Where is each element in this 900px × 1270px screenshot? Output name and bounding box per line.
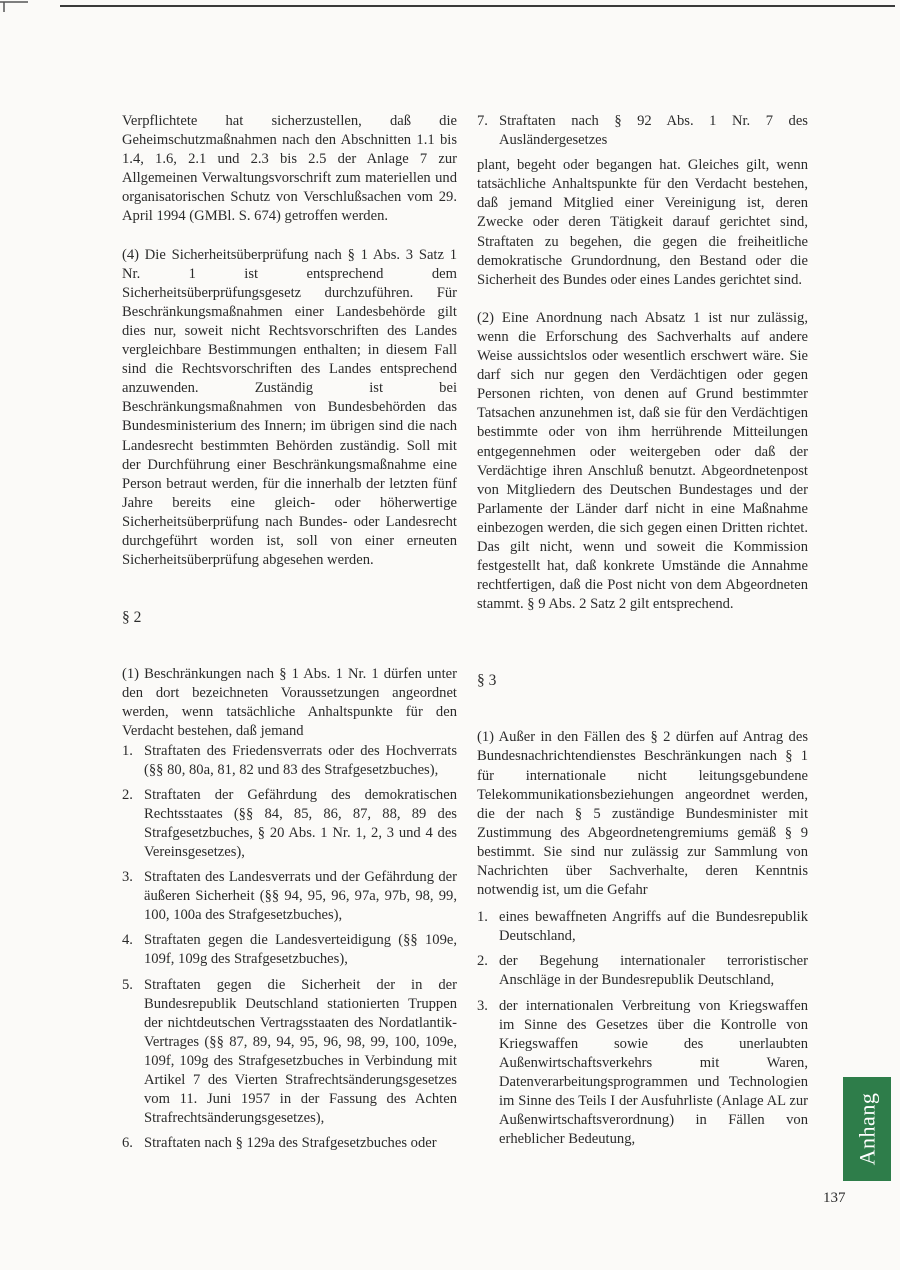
list-item: 3. Straftaten des Landesverrats und der Gefährdung der äußeren Sicherheit (§§ 94, 95, 96, 97a, 97b, 98, 99, 100, 100a des Strafgesetzbuches),: [122, 869, 457, 924]
left-column: [122, 112, 457, 1159]
offense-list: [122, 742, 457, 1154]
section-3-heading: § 3: [477, 672, 497, 690]
paragraph-continuation: plant, begeht oder begangen hat. Gleiches gilt, wenn tatsächliche Anhaltspunkte für den Verdacht bestehen, daß jemand Mitglied einer Vereinigung ist, deren Zwecke oder deren Tätigkeit darauf gerichtet sind, Straftaten zu begehen, die gegen die freiheitliche demokratische Grundordnung, den Bestand oder die Sicherheit des Bundes oder eines Landes gerichtet sind.: [477, 157, 808, 288]
appendix-tab-label: Anhang: [854, 1092, 879, 1166]
appendix-tab: [843, 1077, 891, 1181]
section-3-paragraph-1: (1) Außer in den Fällen des § 2 dürfen auf Antrag des Bundesnachrichtendienstes Beschränkungen nach § 1 für internationale nicht leitungsgebundene Telekommunikationsbeziehungen angeordnet werden, die der nach § 5 zuständige Bundesminister mit Zustimmung des Abgeordnetengremiums gemäß § 9 bestimmt. Sie sind nur zulässig zur Sammlung von Nachrichten über Sachverhalte, deren Kenntnis notwendig ist, um die Gefahr: [477, 729, 808, 899]
list-item: 2. Straftaten der Gefährdung des demokratischen Rechtsstaates (§§ 84, 85, 86, 87, 88, 89 des Strafgesetzbuches, § 20 Abs. 1 Nr. 1, 2, 3 und 4 des Vereinsgesetzes),: [122, 786, 457, 860]
list-item: 6. Straftaten nach § 129a des Strafgesetzbuches oder: [122, 1135, 437, 1152]
list-item: 5. Straftaten gegen die Sicherheit der in der Bundesrepublik Deutschland stationierten Truppen der nichtdeutschen Vertragsstaaten des Nordatlantik-Vertrages (§§ 87, 89, 94, 95, 96, 98, 99, 100, 109e, 109f, 109g des Strafgesetzbuches in Verbindung mit Artikel 7 des Vierten Strafrechtsänderungsgesetzes vom 11. Juni 1957 in der Fassung des Achten Strafrechtsänderungsgesetzes),: [122, 976, 457, 1127]
paragraph-4: (4) Die Sicherheitsüberprüfung nach § 1 Abs. 3 Satz 1 Nr. 1 ist entsprechend dem Sicherheitsüberprüfungsgesetz durchzuführen. Für Beschränkungsmaßnahmen einer Landesbehörde gilt dies nur, soweit nicht Rechtsvorschriften des Landes vergleichbare Bestimmungen enthalten; in diesem Fall sind die Rechtsvorschriften des Landes entsprechend anzuwenden. Zuständig ist bei Beschränkungsmaßnahmen von Bundesbehörden das Bundesministerium des Innern; im übrigen sind die nach Landesrecht bestimmten Behörden zuständig. Soll mit der Durchführung einer Beschränkungsmaßnahme eine Person betraut werden, für die innerhalb der letzten fünf Jahre bereits eine gleich- oder höherwertige Sicherheitsüberprüfung nach Bundes- oder Landesrecht durchgeführt worden ist, soll von einer erneuten Sicherheitsüberprüfung abgesehen werden.: [122, 246, 457, 569]
section-2-paragraph-1: (1) Beschränkungen nach § 1 Abs. 1 Nr. 1 dürfen unter den dort bezeichneten Voraussetzungen angeordnet werden, wenn tatsächliche Anhaltspunkte für den Verdacht bestehen, daß jemand: [122, 666, 457, 740]
offense-list-continued: [477, 112, 808, 150]
top-rule: [60, 5, 895, 7]
list-item: 2. der Begehung internationaler terroristischer Anschläge in der Bundesrepublik Deutschland,: [477, 953, 808, 989]
list-item: 7. Straftaten nach § 92 Abs. 1 Nr. 7 des Ausländergesetzes: [477, 113, 808, 149]
list-item: 1. eines bewaffneten Angriffs auf die Bundesrepublik Deutschland,: [477, 909, 808, 945]
list-item: 4. Straftaten gegen die Landesverteidigung (§§ 109e, 109f, 109g des Strafgesetzbuches),: [122, 932, 457, 968]
paragraph-continuation: Verpflichtete hat sicherzustellen, daß die Geheimschutzmaßnahmen nach den Abschnitten 1.1 bis 1.4, 1.6, 2.1 und 2.3 bis 2.5 der Anlage 7 zur Allgemeinen Verwaltungsvorschrift zum materiellen und organisatorischen Schutz von Verschlußsachen vom 29. April 1994 (GMBl. S. 674) getroffen werden.: [122, 113, 457, 225]
right-column: [477, 112, 808, 1155]
list-item: 3. der internationalen Verbreitung von Kriegswaffen im Sinne des Gesetzes über die Kontrolle von Kriegswaffen sowie des unerlaubten Außenwirtschaftsverkehrs mit Waren, Datenverarbeitungsprogrammen und Technologien im Sinne des Teils I der Ausfuhrliste (Anlage AL zur Außenwirtschaftsverordnung) in Fällen von erheblicher Bedeutung,: [477, 997, 808, 1148]
page-number: 137: [823, 1190, 846, 1206]
danger-list: [477, 908, 808, 1149]
scan-corner-mark: [0, 0, 30, 14]
section-2-heading: § 2: [122, 609, 142, 627]
section-2-paragraph-2: (2) Eine Anordnung nach Absatz 1 ist nur zulässig, wenn die Erforschung des Sachverhalts auf andere Weise aussichtslos oder wesentlich erschwert wäre. Sie darf sich nur gegen den Verdächtigen oder gegen Personen richten, von denen auf Grund bestimmter Tatsachen anzunehmen ist, daß sie für den Verdächtigen bestimmte oder von ihm herrührende Mitteilungen entgegennehmen oder weitergeben oder daß der Verdächtige ihren Anschluß benutzt. Abgeordnetenpost von Mitgliedern des Deutschen Bundestages und der Parlamente der Länder darf nicht in eine Maßnahme einbezogen werden, die sich gegen einen Dritten richtet. Das gilt nicht, wenn und soweit die Kommission festgestellt hat, daß konkrete Umstände die Annahme rechtfertigen, daß die Post nicht von dem Abgeordneten stammt. § 9 Abs. 2 Satz 2 gilt entsprechend.: [477, 309, 808, 613]
list-item: 1. Straftaten des Friedensverrats oder des Hochverrats (§§ 80, 80a, 81, 82 und 83 des Strafgesetzbuches),: [122, 742, 457, 778]
